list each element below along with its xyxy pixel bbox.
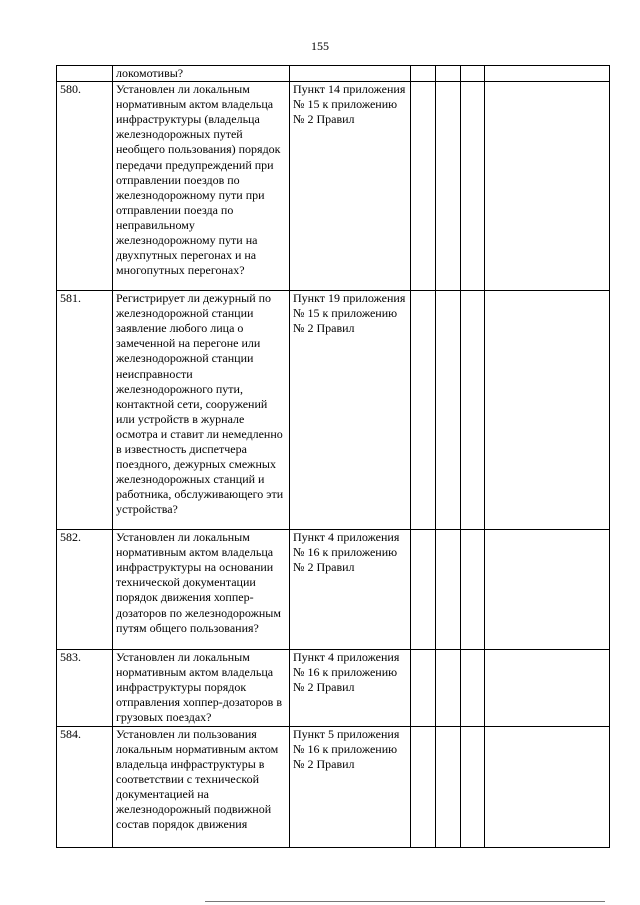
row-question: Установлен ли локальным нормативным актом владельца инфраструктуры на основании технической документации порядок движения хоппер-дозаторов по железнодорожным путям общего пользования? bbox=[113, 530, 290, 650]
scan-edge-line bbox=[205, 901, 605, 902]
answer-yes-cell bbox=[411, 291, 436, 530]
row-reference: Пункт 4 приложения № 16 к приложению № 2 Правил bbox=[290, 530, 411, 650]
row-number: 583. bbox=[57, 650, 113, 726]
table-row bbox=[57, 726, 610, 847]
answer-no-cell bbox=[436, 726, 461, 847]
page-number: 155 bbox=[311, 39, 329, 53]
answer-no-cell bbox=[436, 66, 461, 82]
answer-na-cell bbox=[461, 82, 485, 291]
row-reference bbox=[290, 66, 411, 82]
row-question: Установлен ли пользования локальным нормативным актом владельца инфраструктуры в соответствии с технической документацией на железнодорожный подвижной состав порядок движения bbox=[113, 726, 290, 847]
answer-yes-cell bbox=[411, 82, 436, 291]
notes-cell bbox=[485, 291, 610, 530]
answer-na-cell bbox=[461, 291, 485, 530]
table-row bbox=[57, 82, 610, 291]
answer-no-cell bbox=[436, 291, 461, 530]
row-number: 582. bbox=[57, 530, 113, 650]
row-number: 580. bbox=[57, 82, 113, 291]
notes-cell bbox=[485, 530, 610, 650]
row-reference: Пункт 19 приложения № 15 к приложению № 2 Правил bbox=[290, 291, 411, 530]
notes-cell bbox=[485, 650, 610, 726]
notes-cell bbox=[485, 66, 610, 82]
answer-yes-cell bbox=[411, 650, 436, 726]
notes-cell bbox=[485, 82, 610, 291]
row-reference: Пункт 5 приложения № 16 к приложению № 2 Правил bbox=[290, 726, 411, 847]
table-row bbox=[57, 66, 610, 82]
row-number bbox=[57, 66, 113, 82]
answer-yes-cell bbox=[411, 726, 436, 847]
answer-no-cell bbox=[436, 650, 461, 726]
table-row bbox=[57, 650, 610, 726]
answer-na-cell bbox=[461, 66, 485, 82]
row-number: 581. bbox=[57, 291, 113, 530]
row-reference: Пункт 14 приложения № 15 к приложению № 2 Правил bbox=[290, 82, 411, 291]
answer-no-cell bbox=[436, 82, 461, 291]
row-question: Установлен ли локальным нормативным актом владельца инфраструктуры (владельца железнодорожных путей необщего пользования) порядок передачи предупреждений при отправлении поездов по железнодорожному пути при отправлении поезда по неправильному железнодорожному пути на двухпутных перегонах и на многопутных перегонах? bbox=[113, 82, 290, 291]
answer-no-cell bbox=[436, 530, 461, 650]
row-reference: Пункт 4 приложения № 16 к приложению № 2 Правил bbox=[290, 650, 411, 726]
row-question: Установлен ли локальным нормативным актом владельца инфраструктуры порядок отправления хоппер-дозаторов в грузовых поездах? bbox=[113, 650, 290, 726]
table-row bbox=[57, 291, 610, 530]
notes-cell bbox=[485, 726, 610, 847]
row-question: локомотивы? bbox=[113, 66, 290, 82]
checklist-table bbox=[56, 65, 610, 848]
row-number: 584. bbox=[57, 726, 113, 847]
row-question: Регистрирует ли дежурный по железнодорожной станции заявление любого лица о замеченной на перегоне или железнодорожной станции неисправности железнодорожного пути, контактной сети, сооружений или устройств в журнале осмотра и ставит ли немедленно в известность диспетчера поездного, дежурных смежных железнодорожных станций и работника, обслуживающего эти устройства? bbox=[113, 291, 290, 530]
table-row bbox=[57, 530, 610, 650]
answer-yes-cell bbox=[411, 530, 436, 650]
answer-yes-cell bbox=[411, 66, 436, 82]
answer-na-cell bbox=[461, 530, 485, 650]
answer-na-cell bbox=[461, 650, 485, 726]
answer-na-cell bbox=[461, 726, 485, 847]
